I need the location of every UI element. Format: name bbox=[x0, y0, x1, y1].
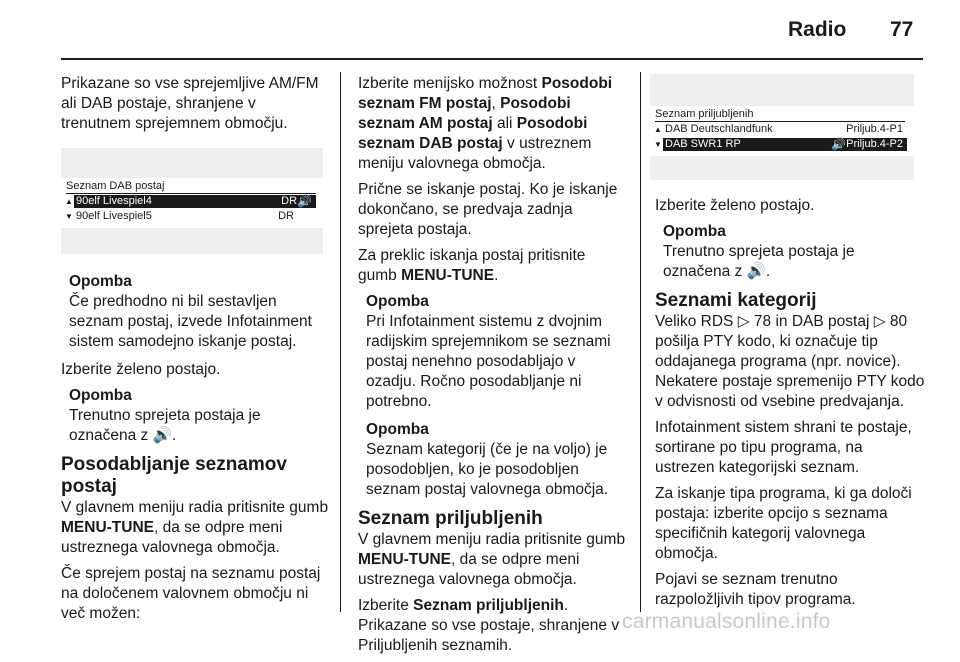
text-run: , da se odpre meni ustreznega valovnega območja. bbox=[358, 551, 580, 588]
favourite-slot: Prilјub.4-P1 bbox=[846, 123, 903, 135]
menu-option: Seznam priljubljenih bbox=[413, 597, 564, 614]
screen-title: Seznam DAB postaj bbox=[66, 180, 165, 192]
paragraph: Pojavi se seznam trenutno razpoložljivih tipov programa. bbox=[655, 571, 856, 608]
select-station-text: Izberite želeno postajo. bbox=[61, 361, 221, 378]
note-title: Opomba bbox=[69, 387, 132, 404]
text-run: V glavnem meniju radia pritisnite gumb bbox=[358, 531, 626, 548]
watermark: carmanualsonline.info bbox=[622, 610, 831, 633]
paragraph bbox=[61, 498, 329, 558]
text-run: . bbox=[494, 267, 499, 284]
menu-option: Posodobi seznam FM postaj bbox=[358, 75, 613, 112]
note-line: postaj nenehno posodabljajo v bbox=[366, 353, 576, 370]
station-name: DAB Deutschlandfunk bbox=[665, 123, 773, 135]
screen-list-row bbox=[64, 210, 316, 223]
screen-title-rule bbox=[66, 193, 316, 194]
text-run: , bbox=[491, 95, 501, 112]
note-title: Opomba bbox=[663, 223, 726, 240]
text-run: v ustreznem meniju valovnega območja. bbox=[358, 135, 592, 172]
paragraph bbox=[358, 246, 628, 286]
paragraph bbox=[358, 530, 628, 590]
note-box bbox=[61, 386, 329, 446]
text-run: , da se odpre meni ustreznega valovnega območja. bbox=[61, 519, 283, 556]
down-arrow-icon: ▼ bbox=[65, 212, 73, 221]
note-title: Opomba bbox=[69, 273, 132, 290]
note-title: Opomba bbox=[366, 293, 429, 310]
paragraph bbox=[358, 74, 628, 174]
note-line: sistem samodejno iskanje postaj. bbox=[69, 333, 297, 350]
note-line: Če predhodno ni bil sestavljen bbox=[69, 293, 277, 310]
note-line: potrebno. bbox=[366, 393, 432, 410]
note-box bbox=[655, 222, 925, 282]
note-line: Trenutno sprejeta postaja je bbox=[69, 407, 261, 424]
paragraph bbox=[358, 596, 628, 656]
column-divider bbox=[340, 72, 341, 612]
section-heading: Seznam priljubljenih bbox=[358, 508, 543, 529]
section-heading: Seznami kategorij bbox=[655, 290, 817, 311]
screen-list-row-selected bbox=[653, 138, 907, 151]
down-arrow-icon: ▼ bbox=[654, 140, 662, 149]
note-line: seznam postaj valovnega območja. bbox=[366, 481, 609, 498]
screen-list-row bbox=[653, 123, 907, 136]
paragraph: Za iskanje tipa programa, ki ga določi postaja: izberite opcijo s seznama specifičnih kategorij valovnega območja. bbox=[655, 485, 912, 562]
note-line: radijskim sprejemnikom se seznami bbox=[366, 333, 611, 350]
note-title: Opomba bbox=[366, 421, 429, 438]
select-station-text: Izberite želeno postajo. bbox=[655, 197, 815, 214]
note-line: posodobljen, ko je posodobljen bbox=[366, 461, 579, 478]
speaker-icon: 🔊 bbox=[831, 137, 847, 151]
text-run: V glavnem meniju radia pritisnite gumb bbox=[61, 499, 329, 516]
note-line: ozadju. Ročno posodabljanje ni bbox=[366, 373, 582, 390]
menu-tune-label: MENU-TUNE bbox=[401, 267, 495, 284]
note-line: Pri Infotainment sistemu z dvojnim bbox=[366, 313, 603, 330]
menu-tune-label: MENU-TUNE bbox=[61, 519, 154, 536]
screen-title: Seznam priljubljenih bbox=[655, 108, 754, 120]
text-run: ali bbox=[492, 115, 517, 132]
station-name: 90elf Livespiel5 bbox=[76, 210, 152, 222]
text-run: Za preklic iskanja postaj pritisnite gumb bbox=[358, 247, 586, 284]
menu-option: Posodobi seznam AM postaj bbox=[358, 95, 571, 132]
note-line: Seznam kategorij (če je na voljo) je bbox=[366, 441, 608, 458]
note-line: Trenutno sprejeta postaja je bbox=[663, 243, 855, 260]
favourites-list-screenshot bbox=[650, 74, 914, 180]
menu-option: Posodobi seznam DAB postaj bbox=[358, 115, 588, 152]
paragraph: Prične se iskanje postaj. Ko je iskanje dokončano, se predvaja zadnja sprejeta postaja. bbox=[358, 181, 618, 238]
text-run: Prikazane so vse postaje, shranjene v Priljubljenih seznamih. bbox=[358, 617, 620, 654]
note-line: seznam postaj, izvede Infotainment bbox=[69, 313, 312, 330]
paragraph: Infotainment sistem shrani te postaje, sortirane po tipu programa, na ustrezen kategorijski seznam. bbox=[655, 419, 912, 476]
favourite-slot: Priljub.4-P2 bbox=[846, 138, 903, 150]
intro-paragraph: Prikazane so vse sprejemljive AM/FM ali DAB postaje, shranjene v trenutnem sprejemnem območju. bbox=[61, 75, 319, 132]
station-name: DAB SWR1 RP bbox=[665, 138, 741, 150]
dab-station-list-screenshot bbox=[61, 148, 323, 254]
column-2 bbox=[358, 74, 628, 662]
screen-list-row-selected bbox=[64, 195, 316, 208]
paragraph: Če sprejem postaj na seznamu postaj na določenem valovnem območju ni več možen: bbox=[61, 565, 321, 622]
header-rule bbox=[61, 58, 923, 60]
chapter-title: Radio bbox=[788, 18, 847, 41]
station-band: DR bbox=[281, 195, 298, 207]
section-heading: Posodabljanje seznamov postaj bbox=[61, 454, 287, 497]
station-band: DR bbox=[278, 210, 294, 222]
column-1 bbox=[61, 74, 329, 630]
up-arrow-icon: ▲ bbox=[65, 197, 73, 206]
page-number: 77 bbox=[890, 18, 914, 41]
station-name: 90elf Livespiel4 bbox=[76, 195, 152, 207]
screen-title-rule bbox=[655, 121, 905, 122]
text-run: Izberite bbox=[358, 597, 414, 614]
up-arrow-icon: ▲ bbox=[654, 125, 662, 134]
note-line: označena z 🔊. bbox=[663, 263, 771, 280]
column-divider bbox=[640, 72, 641, 612]
column-3 bbox=[655, 74, 925, 616]
speaker-icon: 🔊 bbox=[297, 194, 312, 208]
text-run: Izberite menijsko možnost bbox=[358, 75, 542, 92]
note-line: označena z 🔊. bbox=[69, 427, 177, 444]
note-box bbox=[61, 272, 329, 352]
note-box bbox=[358, 292, 628, 412]
note-box bbox=[358, 420, 628, 500]
paragraph: Veliko RDS ▷ 78 in DAB postaj ▷ 80 pošilja PTY kodo, ki označuje tip oddajanega programa (npr. novice). Nekatere postaje spremenijo PTY kodo v odvisnosti od vsebine predvajanja. bbox=[655, 313, 925, 410]
menu-tune-label: MENU-TUNE bbox=[358, 551, 451, 568]
text-run: . bbox=[563, 597, 569, 614]
